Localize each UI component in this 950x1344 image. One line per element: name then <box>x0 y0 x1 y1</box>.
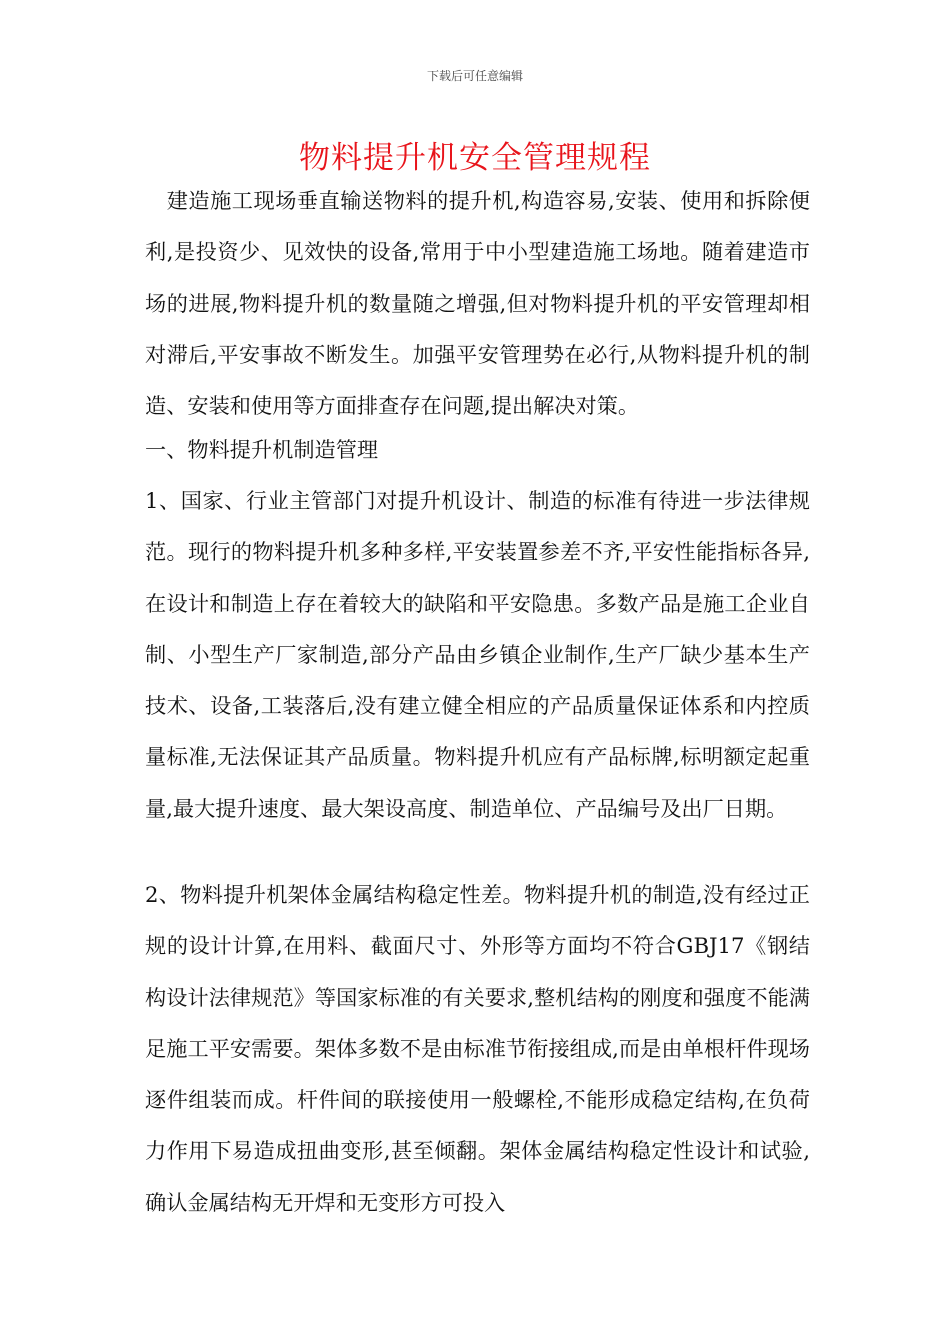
section-1-block <box>145 424 810 475</box>
item-1-paragraph: 1、国家、行业主管部门对提升机设计、制造的标准有待进一步法律规范。现行的物料提升机多种多样,平安装置参差不齐,平安性能指标各异,在设计和制造上存在着较大的缺陷和平安隐患。多数产品是施工企业自制、小型生产厂家制造,部分产品由乡镇企业制作,生产厂缺少基本生产技术、设备,工装落后,没有建立健全相应的产品质量保证体系和内控质量标准,无法保证其产品质量。物料提升机应有产品标牌,标明额定起重量,最大提升速度、最大架设高度、制造单位、产品编号及出厂日期。 <box>145 488 810 821</box>
item-2-paragraph: 2、物料提升机架体金属结构稳定性差。物料提升机的制造,没有经过正规的设计计算,在用料、截面尺寸、外形等方面均不符合GBJ17《钢结构设计法律规范》等国家标准的有关要求,整机结构的刚度和强度不能满足施工平安需要。架体多数不是由标准节衔接组成,而是由单根杆件现场逐件组装而成。杆件间的联接使用一般螺栓,不能形成稳定结构,在负荷力作用下易造成扭曲变形,甚至倾翻。架体金属结构稳定性设计和试验,确认金属结构无开焊和无变形方可投入 <box>145 882 810 1215</box>
intro-block <box>145 175 810 431</box>
item-2-block <box>145 869 810 1228</box>
intro-paragraph: 建造施工现场垂直输送物料的提升机,构造容易,安装、使用和拆除便利,是投资少、见效快的设备,常用于中小型建造施工场地。随着建造市场的进展,物料提升机的数量随之增强,但对物料提升机的平安管理却相对滞后,平安事故不断发生。加强平安管理势在必行,从物料提升机的制造、安装和使用等方面排查存在问题,提出解决对策。 <box>145 188 810 419</box>
section-1-heading: 一、物料提升机制造管理 <box>145 437 379 462</box>
header-note: 下载后可任意编辑 <box>426 69 523 83</box>
document-title: 物料提升机安全管理规程 <box>299 140 651 176</box>
item-1-block <box>145 475 810 834</box>
